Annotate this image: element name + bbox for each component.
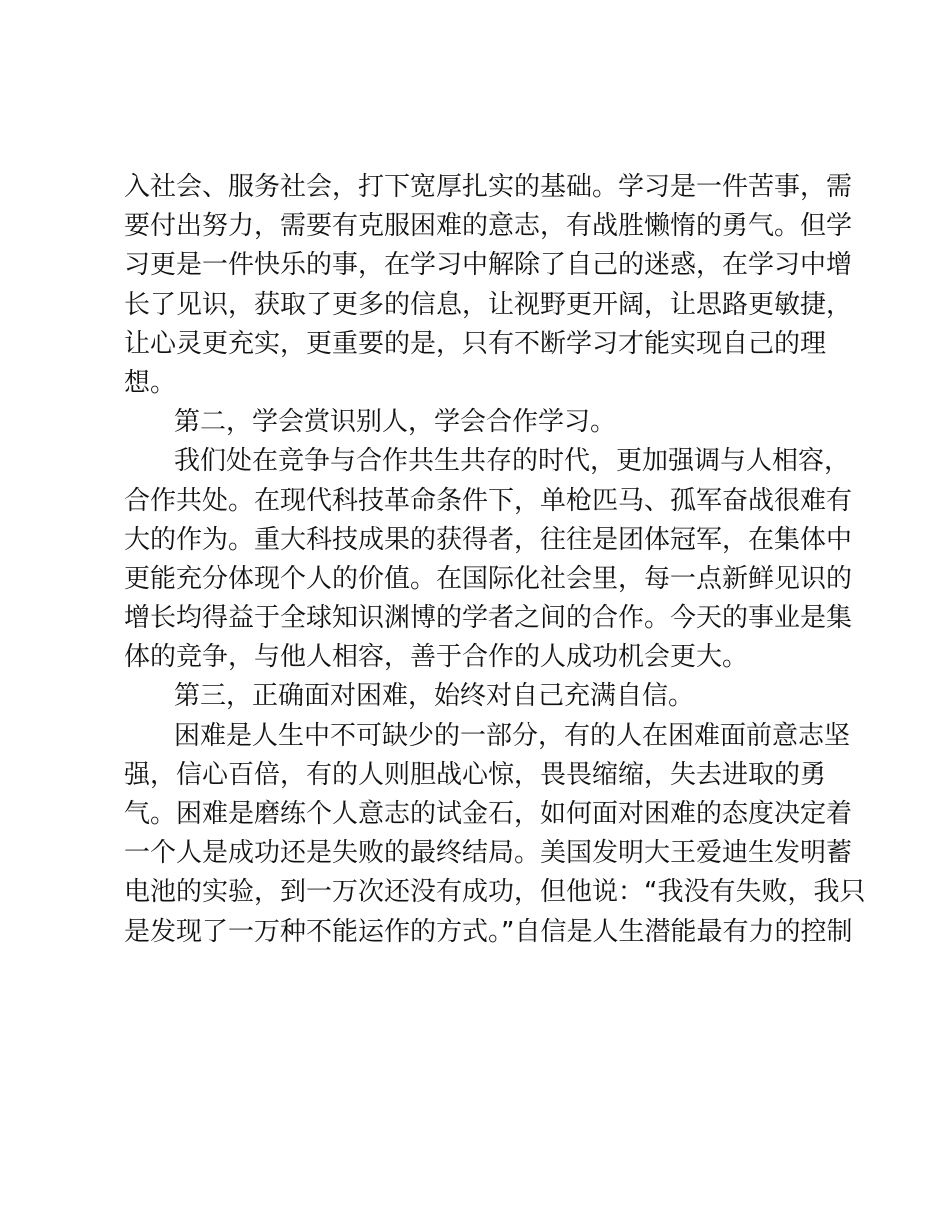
text-line: 体的竞争，与他人相容，善于合作的人成功机会更大。 [124, 642, 749, 673]
text-line: 是发现了一万种不能运作的方式。”自信是人生潜能最有力的控制 [124, 916, 853, 947]
text-line: 气。困难是磨练个人意志的试金石，如何面对困难的态度决定着 [124, 799, 853, 829]
text-line: 长了见识，获取了更多的信息，让视野更开阔，让思路更敏捷， [124, 289, 853, 320]
text-line: 入社会、服务社会，打下宽厚扎实的基础。学习是一件苦事，需 [124, 172, 853, 202]
section-heading: 第二，学会赏识别人，学会合作学习。 [174, 407, 617, 438]
text-line: 合作共处。在现代科技革命条件下，单枪匹马、孤军奋战很难有 [124, 485, 853, 516]
body-text [124, 168, 866, 952]
text-line: 大的作为。重大科技成果的获得者，往往是团体冠军，在集体中 [124, 524, 853, 555]
text-line: 想。 [124, 367, 177, 398]
text-line: 增长均得益于全球知识渊博的学者之间的合作。今天的事业是集 [124, 603, 853, 634]
text-line: 一个人是成功还是失败的最终结局。美国发明大王爱迪生发明蓄 [124, 838, 853, 869]
text-line: 习更是一件快乐的事，在学习中解除了自己的迷惑，在学习中增 [124, 250, 853, 281]
text-line: 更能充分体现个人的价值。在国际化社会里，每一点新鲜见识的 [124, 563, 853, 594]
text-line: 我们处在竞争与合作共生共存的时代，更加强调与人相容， [174, 446, 851, 477]
text-line: 强，信心百倍，有的人则胆战心惊，畏畏缩缩，失去进取的勇 [124, 759, 827, 790]
text-line: 让心灵更充实，更重要的是，只有不断学习才能实现自己的理 [124, 328, 827, 359]
text-line: 困难是人生中不可缺少的一部分，有的人在困难面前意志坚 [174, 720, 851, 751]
text-line: 电池的实验，到一万次还没有成功，但他说：“我没有失败，我只 [124, 877, 866, 908]
section-heading: 第三，正确面对困难，始终对自己充满自信。 [174, 681, 695, 712]
text-line: 要付出努力，需要有克服困难的意志，有战胜懒惰的勇气。但学 [124, 211, 853, 242]
